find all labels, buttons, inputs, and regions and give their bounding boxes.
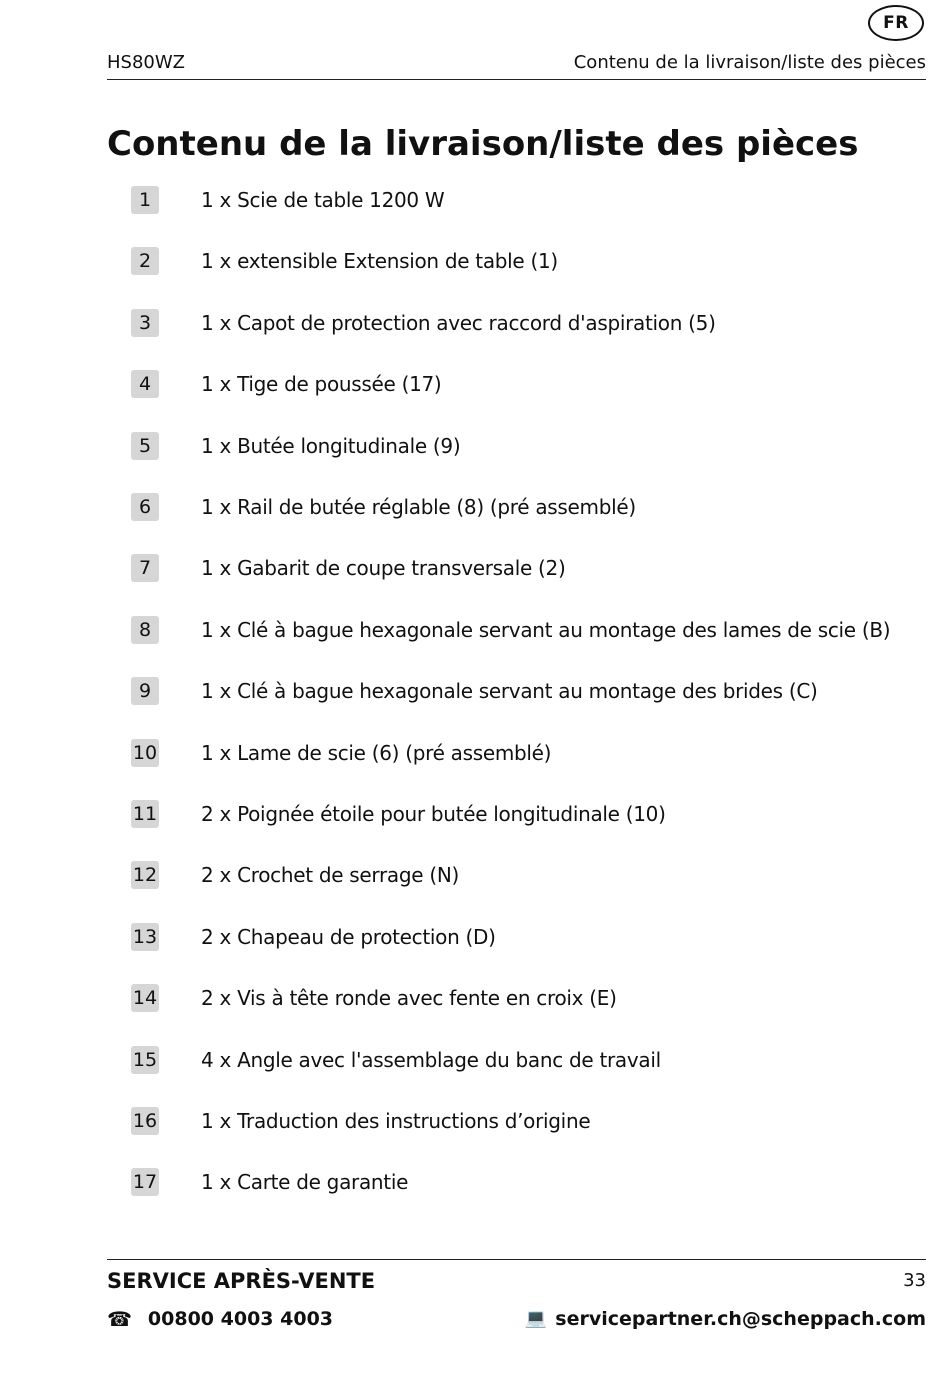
page-title: Contenu de la livraison/liste des pièces	[107, 124, 859, 164]
item-number: 12	[131, 861, 159, 889]
item-number: 11	[131, 800, 159, 828]
service-label: SERVICE APRÈS-VENTE	[107, 1269, 376, 1293]
item-number: 3	[131, 309, 159, 337]
page-number: 33	[903, 1270, 926, 1291]
list-item	[0, 612, 950, 652]
item-description: 1 x Traduction des instructions d’origine	[201, 1109, 591, 1133]
item-description: 4 x Angle avec l'assemblage du banc de travail	[201, 1048, 661, 1072]
item-description: 1 x Clé à bague hexagonale servant au montage des lames de scie (B)	[201, 618, 891, 642]
service-phone	[107, 1305, 333, 1333]
item-description: 2 x Vis à tête ronde avec fente en croix (E)	[201, 986, 617, 1010]
language-badge: FR	[868, 5, 924, 41]
item-description: 1 x Rail de butée réglable (8) (pré assemblé)	[201, 495, 636, 519]
service-email	[525, 1305, 926, 1333]
list-item	[0, 243, 950, 283]
model-number: HS80WZ	[107, 52, 185, 73]
item-description: 2 x Poignée étoile pour butée longitudinale (10)	[201, 802, 666, 826]
email-address: servicepartner.ch@scheppach.com	[555, 1308, 926, 1330]
list-item	[0, 182, 950, 222]
list-item	[0, 1103, 950, 1143]
list-item	[0, 735, 950, 775]
item-number: 9	[131, 677, 159, 705]
item-number: 7	[131, 554, 159, 582]
phone-number: 00800 4003 4003	[147, 1308, 334, 1330]
item-number: 16	[131, 1107, 159, 1135]
list-item	[0, 305, 950, 345]
item-description: 1 x Scie de table 1200 W	[201, 188, 445, 212]
item-description: 1 x Capot de protection avec raccord d'aspiration (5)	[201, 311, 716, 335]
list-item	[0, 980, 950, 1020]
item-description: 2 x Crochet de serrage (N)	[201, 863, 459, 887]
item-number: 17	[131, 1168, 159, 1196]
list-item	[0, 796, 950, 836]
item-description: 1 x Carte de garantie	[201, 1170, 409, 1194]
item-description: 2 x Chapeau de protection (D)	[201, 925, 496, 949]
item-number: 5	[131, 432, 159, 460]
computer-icon: 💻	[524, 1308, 548, 1329]
header-divider	[107, 79, 926, 80]
list-item	[0, 1042, 950, 1082]
list-item	[0, 1164, 950, 1204]
item-description: 1 x Clé à bague hexagonale servant au montage des brides (C)	[201, 679, 818, 703]
item-number: 6	[131, 493, 159, 521]
item-description: 1 x Butée longitudinale (9)	[201, 434, 461, 458]
item-description: 1 x Gabarit de coupe transversale (2)	[201, 556, 566, 580]
list-item	[0, 857, 950, 897]
telephone-icon: ☎	[107, 1307, 132, 1331]
footer-divider	[107, 1259, 926, 1260]
item-number: 13	[131, 923, 159, 951]
item-description: 1 x Lame de scie (6) (pré assemblé)	[201, 741, 552, 765]
item-number: 4	[131, 370, 159, 398]
header-section-title: Contenu de la livraison/liste des pièces	[573, 52, 926, 73]
item-number: 14	[131, 984, 159, 1012]
list-item	[0, 489, 950, 529]
item-description: 1 x extensible Extension de table (1)	[201, 249, 558, 273]
list-item	[0, 550, 950, 590]
list-item	[0, 366, 950, 406]
item-number: 8	[131, 616, 159, 644]
list-item	[0, 673, 950, 713]
item-description: 1 x Tige de poussée (17)	[201, 372, 442, 396]
list-item	[0, 428, 950, 468]
item-number: 10	[131, 739, 159, 767]
list-item	[0, 919, 950, 959]
item-number: 2	[131, 247, 159, 275]
item-number: 1	[131, 186, 159, 214]
item-number: 15	[131, 1046, 159, 1074]
